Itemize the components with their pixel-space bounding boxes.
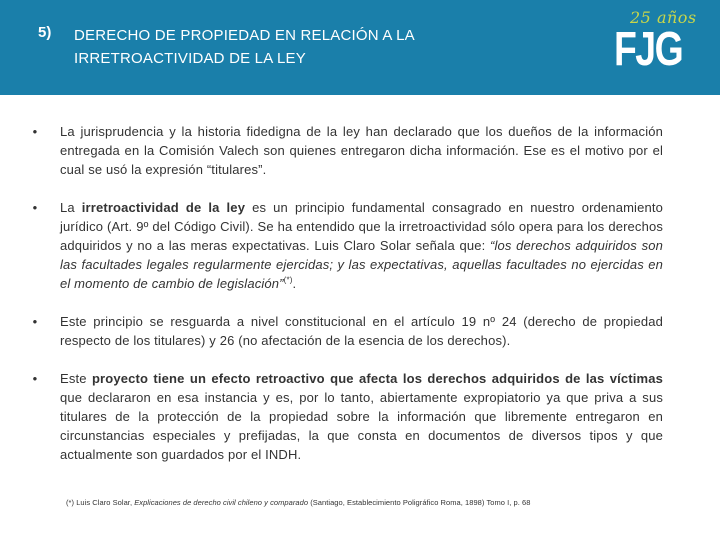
bullet-text-pre: La bbox=[60, 200, 82, 215]
bullet-text: La jurisprudencia y la historia fidedigna de la ley han declarado que los dueños de la información entregada en la Comisión Valech son quienes entregaron dicha información. Ese es el motivo por el cual se usó la expresión “titulares”. bbox=[60, 124, 663, 177]
bullet-text-bold: proyecto tiene un efecto retroactivo que afecta los derechos adquiridos de las víctimas bbox=[91, 371, 663, 386]
footnote-pre: (*) Luis Claro Solar, bbox=[66, 498, 135, 507]
bullet-text-bold: irretroactividad de la ley bbox=[81, 200, 246, 215]
footnote-post: (Santiago, Establecimiento Poligráfico Roma, 1898) Tomo I, p. 68 bbox=[308, 498, 531, 507]
bullet-text: Este principio se resguarda a nivel constitucional en el artículo 19 nº 24 (derecho de propiedad respecto de los titulares) y 26 (no afectación de la esencia de los derechos). bbox=[60, 314, 663, 348]
footnote-marker: (*) bbox=[283, 275, 293, 285]
fjg-logo bbox=[612, 8, 697, 86]
footnote-book-title: Explicaciones de derecho civil chileno y comparado bbox=[134, 498, 309, 507]
quote-text: “los derechos adquiridos son las facultades legales regularmente ejercidas; y las expectativas, aquellas facultades no ejercidas en el momento de cambio de legislación” bbox=[60, 238, 663, 291]
bullet-list bbox=[30, 122, 663, 483]
slide-title: DERECHO DE PROPIEDAD EN RELACIÓN A LA IRRETROACTIVIDAD DE LA LEY bbox=[74, 27, 414, 67]
bullet-item-4 bbox=[30, 369, 663, 464]
bullet-text-mid: es un principio fundamental consagrado en nuestro ordenamiento jurídico (Art. 9º del Código Civil). Se ha entendido que la irretroactividad sólo opera para los derechos adquiridos y no a las meras expectativas. Luis Claro Solar señala que: bbox=[60, 200, 663, 253]
logo-anniversary-tag: 25 años bbox=[630, 8, 697, 27]
slide-header bbox=[0, 0, 720, 95]
section-number: 5) bbox=[38, 24, 52, 41]
logo-mark: FJG bbox=[614, 23, 683, 76]
bullet-item-1 bbox=[30, 122, 663, 179]
footnote bbox=[66, 498, 666, 507]
bullet-item-3 bbox=[30, 312, 663, 350]
bullet-text-post: que declararon en esa instancia y es, por lo tanto, abiertamente expropiatorio ya que priva a sus titulares de la protección de la propiedad sobre la información que libremente entregaron en circunstancias especiales y prefijadas, la que consta en documentos de diversos tipos y que actualmente son guardados por el INDH. bbox=[60, 390, 663, 462]
bullet-text-pre: Este bbox=[60, 371, 92, 386]
bullet-item-2 bbox=[30, 198, 663, 293]
bullet-marker bbox=[30, 369, 40, 388]
bullet-marker bbox=[30, 198, 40, 217]
bullet-marker bbox=[30, 312, 40, 331]
bullet-marker bbox=[30, 122, 40, 141]
bullet-text-post: . bbox=[292, 276, 297, 291]
